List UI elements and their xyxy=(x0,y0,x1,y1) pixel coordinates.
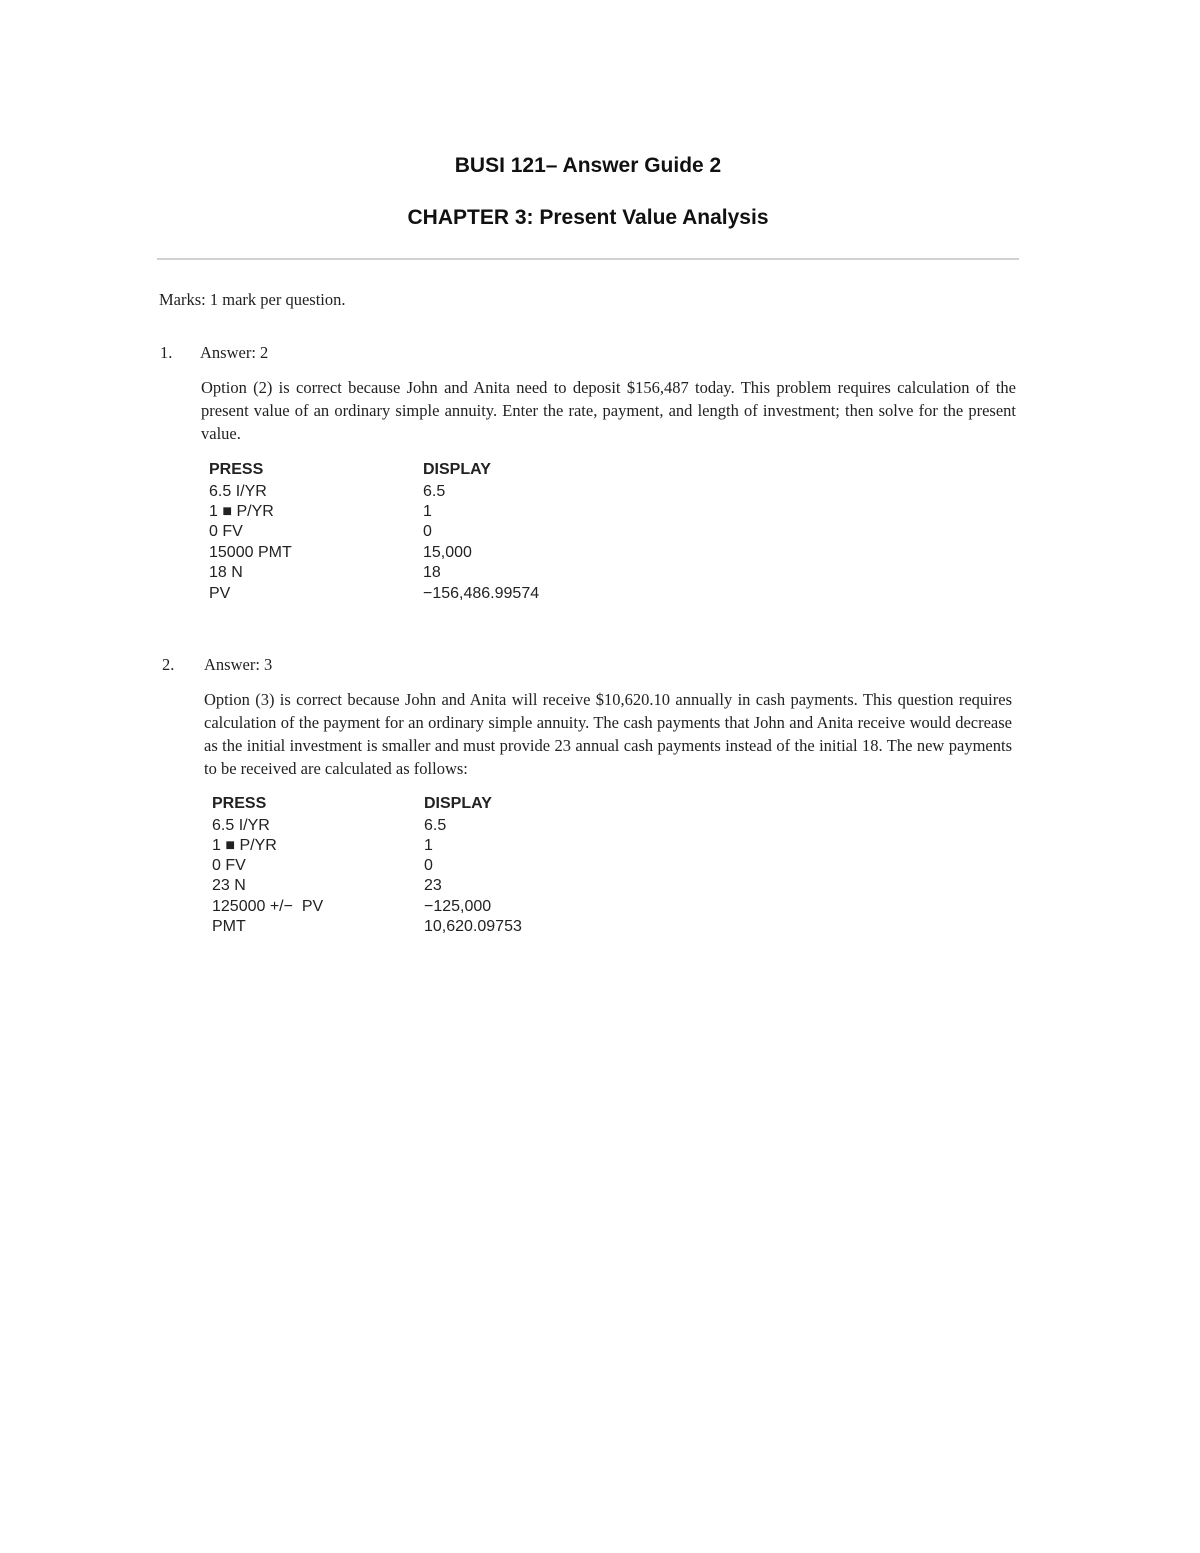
display-value: 15,000 xyxy=(423,544,472,561)
explanation-paragraph: Option (3) is correct because John and Anita will receive $10,620.10 annually in cash payments. This question requires calculation of the payment for an ordinary simple annuity. The cash payments that John and Anita receive would decrease as the initial investment is smaller and must provide 23 annual cash payments instead of the initial 18. The new payments to be received are calculated as follows: xyxy=(204,690,1012,778)
explanation-paragraph: Option (2) is correct because John and Anita need to deposit $156,487 today. This problem requires calculation of the present value of an ordinary simple annuity. Enter the rate, payment, and length of investment; then solve for the present value. xyxy=(201,378,1016,443)
press-step: 23 N xyxy=(212,877,246,894)
display-value: 6.5 xyxy=(424,817,447,834)
display-value: −125,000 xyxy=(424,898,492,915)
press-step: 18 N xyxy=(209,564,243,581)
display-value: 18 xyxy=(423,564,441,581)
display-value: 23 xyxy=(424,877,442,894)
press-step: PMT xyxy=(212,918,246,935)
press-step: 6.5 I/YR xyxy=(209,483,267,500)
marks-note: Marks: 1 mark per question. xyxy=(159,290,346,309)
press-step: 1 ■ P/YR xyxy=(209,503,274,520)
press-step: 125000 +/− PV xyxy=(212,898,324,915)
display-value: 0 xyxy=(424,857,433,874)
press-header: PRESS xyxy=(209,461,264,478)
question-number: 2. xyxy=(162,655,175,674)
press-step: 0 FV xyxy=(209,523,243,540)
display-value: 1 xyxy=(423,503,432,520)
display-header: DISPLAY xyxy=(424,795,492,812)
press-step: 6.5 I/YR xyxy=(212,817,270,834)
display-value: 6.5 xyxy=(423,483,446,500)
press-step: 0 FV xyxy=(212,857,246,874)
press-step: PV xyxy=(209,585,231,602)
display-header: DISPLAY xyxy=(423,461,491,478)
press-step: 1 ■ P/YR xyxy=(212,837,277,854)
display-value: 0 xyxy=(423,523,432,540)
press-step: 15000 PMT xyxy=(209,544,292,561)
press-header: PRESS xyxy=(212,795,267,812)
answer-label: Answer: 3 xyxy=(204,655,273,674)
display-value: −156,486.99574 xyxy=(423,585,540,602)
document-title: BUSI 121– Answer Guide 2 xyxy=(454,154,722,177)
display-value: 1 xyxy=(424,837,433,854)
display-value: 10,620.09753 xyxy=(424,918,522,935)
header-divider xyxy=(157,258,1019,260)
question-number: 1. xyxy=(160,343,173,362)
chapter-title: CHAPTER 3: Present Value Analysis xyxy=(407,206,769,229)
answer-label: Answer: 2 xyxy=(200,343,269,362)
